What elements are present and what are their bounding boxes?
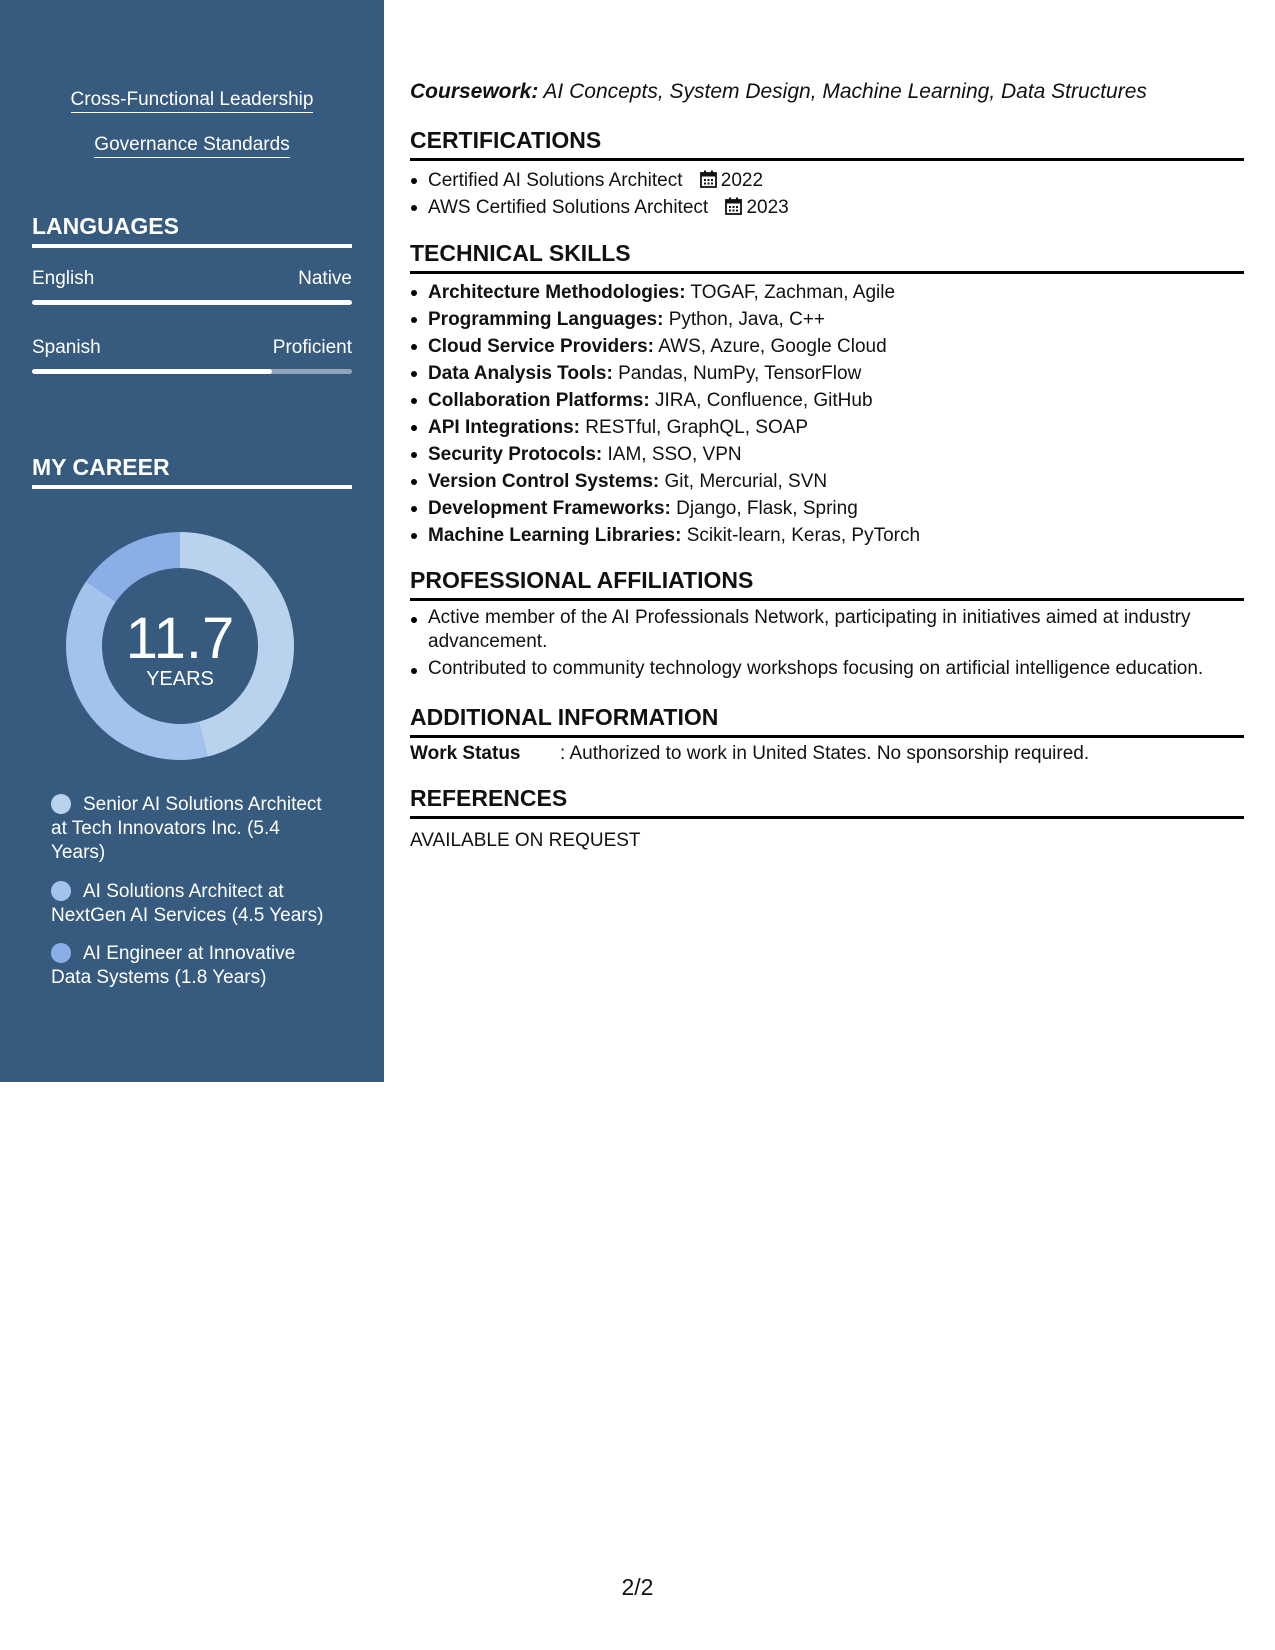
language-name: English (32, 268, 95, 289)
language-proficiency-bar (32, 369, 352, 374)
career-entry-text: AI Engineer at Innovative Data Systems (1.8 Years) (51, 943, 296, 988)
career-entry-text: Senior AI Solutions Architect at Tech Innovators Inc. (5.4 Years) (51, 794, 322, 863)
skill-category: Data Analysis Tools: (428, 363, 613, 384)
career-entry-text: AI Solutions Architect at NextGen AI Services (4.5 Years) (51, 881, 324, 926)
affiliations-list (410, 606, 1244, 681)
skill-values: IAM, SSO, VPN (607, 444, 742, 465)
page-number: 2/2 (621, 1574, 654, 1600)
skill-item (428, 522, 1262, 549)
years-label: YEARS (146, 668, 214, 690)
skill-category: Development Frameworks: (428, 498, 671, 519)
career-legend-dot (51, 943, 71, 963)
sidebar (0, 0, 384, 1082)
skill-label: Cross-Functional Leadership (71, 89, 314, 113)
calendar-icon (725, 197, 742, 215)
references-heading: REFERENCES (410, 784, 1244, 819)
skill-link[interactable] (0, 133, 384, 157)
skill-values: AWS, Azure, Google Cloud (658, 336, 887, 357)
career-entry (51, 942, 331, 990)
skill-item (428, 414, 1262, 441)
skill-category: Security Protocols: (428, 444, 603, 465)
language-proficiency-fill (32, 369, 272, 374)
skill-values: Scikit-learn, Keras, PyTorch (686, 525, 921, 546)
calendar-icon (700, 170, 717, 188)
affiliation-item: Contributed to community technology workshops focusing on artificial intelligence education. (428, 657, 1244, 681)
skill-item (428, 306, 1262, 333)
skill-category: Architecture Methodologies: (428, 282, 686, 303)
work-status-value: : Authorized to work in United States. No sponsorship required. (560, 743, 1090, 764)
certification-name: Certified AI Solutions Architect (428, 170, 683, 191)
career-legend-dot (51, 794, 71, 814)
technical-skills-list (410, 279, 1262, 549)
additional-info-heading: ADDITIONAL INFORMATION (410, 703, 1244, 738)
certification-item (428, 167, 1262, 194)
skill-link[interactable] (0, 88, 384, 112)
skill-item (428, 495, 1262, 522)
language-level: Native (298, 268, 352, 289)
skill-values: TOGAF, Zachman, Agile (690, 282, 896, 303)
skill-values: JIRA, Confluence, GitHub (654, 390, 873, 411)
skill-values: Python, Java, C++ (668, 309, 826, 330)
skill-category: Collaboration Platforms: (428, 390, 650, 411)
skill-values: Django, Flask, Spring (676, 498, 858, 519)
affiliations-heading: PROFESSIONAL AFFILIATIONS (410, 566, 1244, 601)
language-row (32, 267, 352, 291)
skill-category: Cloud Service Providers: (428, 336, 654, 357)
certification-item (428, 194, 1262, 221)
skill-item (428, 387, 1262, 414)
languages-heading: LANGUAGES (32, 212, 352, 248)
career-entry (51, 880, 331, 928)
skill-item (428, 333, 1262, 360)
career-entry (51, 793, 331, 865)
affiliation-item: Active member of the AI Professionals Network, participating in initiatives aimed at industry advancement. (428, 606, 1244, 654)
coursework-text: AI Concepts, System Design, Machine Learning, Data Structures (543, 80, 1147, 103)
skill-category: Version Control Systems: (428, 471, 660, 492)
language-proficiency-fill (32, 300, 352, 305)
references-text: AVAILABLE ON REQUEST (410, 830, 641, 851)
career-legend-dot (51, 881, 71, 901)
skill-item (428, 468, 1262, 495)
career-donut-chart (66, 532, 294, 760)
skill-item (428, 441, 1262, 468)
work-status-row (410, 742, 1089, 766)
language-proficiency-bar (32, 300, 352, 305)
language-name: Spanish (32, 337, 101, 358)
coursework-line (410, 79, 1147, 105)
language-row (32, 336, 352, 360)
skill-category: Programming Languages: (428, 309, 664, 330)
skill-values: Git, Mercurial, SVN (664, 471, 828, 492)
technical-skills-heading: TECHNICAL SKILLS (410, 239, 1244, 274)
work-status-label: Work Status (410, 743, 521, 764)
certification-year: 2023 (746, 197, 789, 218)
certifications-list (410, 167, 1262, 221)
certification-name: AWS Certified Solutions Architect (428, 197, 709, 218)
language-level: Proficient (272, 337, 352, 358)
skill-label: Governance Standards (94, 134, 289, 158)
certifications-heading: CERTIFICATIONS (410, 126, 1244, 161)
coursework-label: Coursework: (410, 80, 539, 103)
skill-category: API Integrations: (428, 417, 581, 438)
total-years-value: 11.7 (125, 606, 235, 671)
certification-year: 2022 (720, 170, 764, 191)
skill-item (428, 279, 1262, 306)
career-heading: MY CAREER (32, 453, 352, 489)
skill-category: Machine Learning Libraries: (428, 525, 682, 546)
skill-values: Pandas, NumPy, TensorFlow (618, 363, 862, 384)
skill-item (428, 360, 1262, 387)
skill-values: RESTful, GraphQL, SOAP (585, 417, 809, 438)
